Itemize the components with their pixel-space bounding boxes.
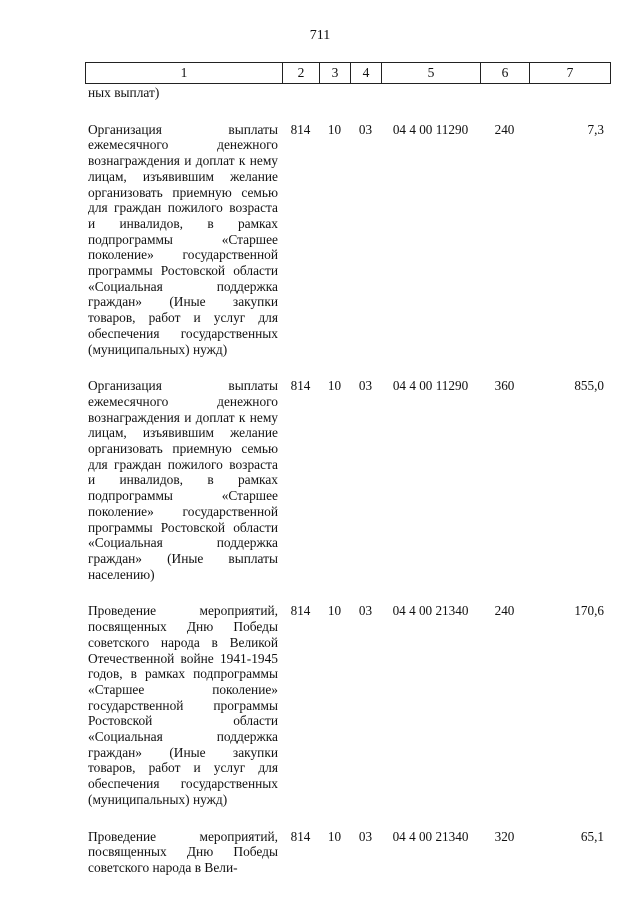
row-sum: 170,6 [574,603,604,619]
row-vr: 240 [494,603,515,619]
table-row [85,357,610,582]
row-gr: 814 [290,378,311,394]
row-gr: 814 [290,603,311,619]
header-col-4: 4 [351,63,382,84]
row-gr: 814 [290,121,311,137]
page-number: 711 [309,28,331,43]
row-rz: 10 [327,121,342,137]
table-row [85,808,610,876]
budget-table [85,85,610,876]
row-pr: 03 [358,121,373,137]
row-vr: 360 [494,378,515,394]
row-sum: 855,0 [574,378,604,394]
header-col-3: 3 [320,63,351,84]
row-vr: 240 [494,121,515,137]
row-rz: 10 [327,828,342,844]
row-vr: 320 [494,828,515,844]
row-csr: 04 4 00 21340 [392,828,469,844]
continuation-text: ных выплат) [88,85,160,100]
header-col-7: 7 [530,63,611,84]
row-pr: 03 [358,378,373,394]
row-rz: 10 [327,378,342,394]
table-header [85,62,611,84]
table-row [85,582,610,807]
row-name: Организация выплаты ежемесячного денежного вознаграждения и доплат к нему лицам, изъявившим желание организовать приемную семью для граждан пожилого возраста и инвалидов, в рамках подпрограммы «Старшее поколение» государственной программы Ростовской области «Социальная поддержка граждан» (Иные закупки товаров, работ и услуг для обеспечения государственных (муниципальных) нужд) [88,121,278,357]
header-col-6: 6 [481,63,530,84]
row-name: Организация выплаты ежемесячного денежного вознаграждения и доплат к нему лицам, изъявившим желание организовать приемную семью для граждан пожилого возраста и инвалидов, в рамках подпрограммы «Старшее поколение» государственной программы Ростовской области «Социальная поддержка граждан» (Иные выплаты населению) [88,378,278,582]
header-col-2: 2 [283,63,320,84]
row-sum: 7,3 [587,121,604,137]
row-sum: 65,1 [580,828,604,844]
header-col-5: 5 [382,63,481,84]
row-rz: 10 [327,603,342,619]
row-pr: 03 [358,603,373,619]
row-csr: 04 4 00 11290 [392,121,469,137]
row-pr: 03 [358,828,373,844]
continuation-row [85,85,610,101]
row-csr: 04 4 00 11290 [392,378,469,394]
table-row [85,101,610,358]
row-gr: 814 [290,828,311,844]
row-name: Проведение мероприятий, посвященных Дню Победы советского народа в Вели- [88,828,278,875]
header-col-1: 1 [86,63,283,84]
row-name: Проведение мероприятий, посвященных Дню Победы советского народа в Великой Отечественной войне 1941-1945 годов, в рамках подпрограммы «Старшее поколение» государственной программы Ростовской области «Социальная поддержка граждан» (Иные закупки товаров, работ и услуг для обеспечения государственных (муниципальных) нужд) [88,603,278,807]
row-csr: 04 4 00 21340 [392,603,469,619]
